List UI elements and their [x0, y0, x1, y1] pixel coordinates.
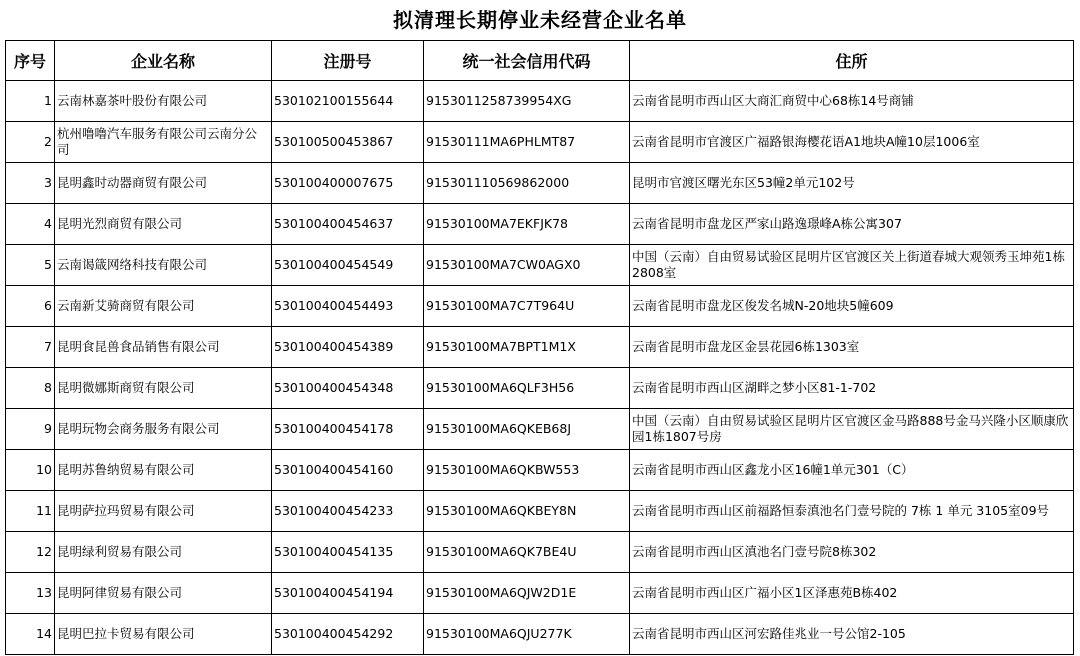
- table-row: [6, 368, 1074, 409]
- cell-company-name: 昆明萨拉玛贸易有限公司: [55, 491, 272, 532]
- cell-address: 云南省昆明市盘龙区严家山路逸璟峰A栋公寓307: [630, 204, 1074, 245]
- cell-registration-number: 530100400454233: [272, 491, 424, 532]
- header-code: 统一社会信用代码: [424, 41, 630, 81]
- cell-credit-code: 91530100MA7EKFJK78: [424, 204, 630, 245]
- table-row: [6, 204, 1074, 245]
- cell-seq: 6: [6, 286, 55, 327]
- header-seq: 序号: [6, 41, 55, 81]
- cell-seq: 8: [6, 368, 55, 409]
- cell-registration-number: 530100400454348: [272, 368, 424, 409]
- table-row: [6, 81, 1074, 122]
- table-row: [6, 491, 1074, 532]
- cell-address: 云南省昆明市西山区鑫龙小区16幢1单元301（C）: [630, 450, 1074, 491]
- table-row: [6, 573, 1074, 614]
- table-row: [6, 614, 1074, 655]
- cell-registration-number: 530100500453867: [272, 122, 424, 163]
- header-name: 企业名称: [55, 41, 272, 81]
- table-row: [6, 450, 1074, 491]
- table-row: [6, 245, 1074, 286]
- table-row: [6, 163, 1074, 204]
- cell-seq: 5: [6, 245, 55, 286]
- cell-company-name: 昆明微娜斯商贸有限公司: [55, 368, 272, 409]
- table-header-row: [6, 41, 1074, 81]
- cell-seq: 14: [6, 614, 55, 655]
- cell-registration-number: 530100400454160: [272, 450, 424, 491]
- cell-credit-code: 9153011258739954XG: [424, 81, 630, 122]
- cell-company-name: 云南新艾骑商贸有限公司: [55, 286, 272, 327]
- cell-registration-number: 530100400454178: [272, 409, 424, 450]
- cell-seq: 9: [6, 409, 55, 450]
- cell-credit-code: 91530100MA7CW0AGX0: [424, 245, 630, 286]
- cell-registration-number: 530100400454493: [272, 286, 424, 327]
- cell-address: 云南省昆明市盘龙区金昙花园6栋1303室: [630, 327, 1074, 368]
- cell-address: 云南省昆明市官渡区广福路银海樱花语A1地块A幢10层1006室: [630, 122, 1074, 163]
- cell-seq: 12: [6, 532, 55, 573]
- cell-company-name: 昆明苏鲁纳贸易有限公司: [55, 450, 272, 491]
- cell-company-name: 杭州噜噜汽车服务有限公司云南分公司: [55, 122, 272, 163]
- cell-company-name: 昆明鑫时动器商贸有限公司: [55, 163, 272, 204]
- cell-address: 云南省昆明市西山区河宏路佳兆业一号公馆2-105: [630, 614, 1074, 655]
- cell-credit-code: 91530100MA6QLF3H56: [424, 368, 630, 409]
- cell-company-name: 云南谒箴网络科技有限公司: [55, 245, 272, 286]
- cell-credit-code: 91530100MA7BPT1M1X: [424, 327, 630, 368]
- cell-address: 云南省昆明市西山区广福小区1区泽惠苑B栋402: [630, 573, 1074, 614]
- cell-registration-number: 530100400454389: [272, 327, 424, 368]
- cell-address: 云南省昆明市西山区滇池名门壹号院8栋302: [630, 532, 1074, 573]
- page-title: 拟清理长期停业未经营企业名单: [393, 8, 687, 32]
- table-row: [6, 327, 1074, 368]
- cell-registration-number: 530100400007675: [272, 163, 424, 204]
- cell-seq: 7: [6, 327, 55, 368]
- cell-company-name: 昆明光烈商贸有限公司: [55, 204, 272, 245]
- cell-company-name: 昆明巴拉卡贸易有限公司: [55, 614, 272, 655]
- table-row: [6, 122, 1074, 163]
- cell-address: 中国（云南）自由贸易试验区昆明片区官渡区金马路888号金马兴隆小区顺康欣园1栋1807号房: [630, 409, 1074, 450]
- table-row: [6, 409, 1074, 450]
- cell-credit-code: 91530100MA7C7T964U: [424, 286, 630, 327]
- cell-company-name: 云南林嘉茶叶股份有限公司: [55, 81, 272, 122]
- cell-credit-code: 915301110569862000: [424, 163, 630, 204]
- cell-seq: 1: [6, 81, 55, 122]
- cell-seq: 4: [6, 204, 55, 245]
- cell-company-name: 昆明食昆兽食品销售有限公司: [55, 327, 272, 368]
- cell-seq: 10: [6, 450, 55, 491]
- table-row: [6, 532, 1074, 573]
- cell-address: 云南省昆明市盘龙区俊发名城N-20地块5幢609: [630, 286, 1074, 327]
- cell-address: 中国（云南）自由贸易试验区昆明片区官渡区关上街道春城大观领秀玉坤苑1栋2808室: [630, 245, 1074, 286]
- cell-credit-code: 91530100MA6QKBW553: [424, 450, 630, 491]
- cell-seq: 13: [6, 573, 55, 614]
- cell-credit-code: 91530100MA6QKEB68J: [424, 409, 630, 450]
- cell-seq: 3: [6, 163, 55, 204]
- cell-credit-code: 91530100MA6QJU277K: [424, 614, 630, 655]
- cell-seq: 2: [6, 122, 55, 163]
- cell-address: 云南省昆明市西山区前福路恒泰滇池名门壹号院的 7栋 1 单元 3105室09号: [630, 491, 1074, 532]
- cell-registration-number: 530100400454135: [272, 532, 424, 573]
- enterprise-table: [5, 40, 1074, 655]
- cell-registration-number: 530100400454194: [272, 573, 424, 614]
- cell-registration-number: 530100400454549: [272, 245, 424, 286]
- cell-registration-number: 530102100155644: [272, 81, 424, 122]
- cell-address: 昆明市官渡区曙光东区53幢2单元102号: [630, 163, 1074, 204]
- cell-credit-code: 91530111MA6PHLMT87: [424, 122, 630, 163]
- table-row: [6, 286, 1074, 327]
- cell-registration-number: 530100400454292: [272, 614, 424, 655]
- cell-credit-code: 91530100MA6QKBEY8N: [424, 491, 630, 532]
- cell-credit-code: 91530100MA6QK7BE4U: [424, 532, 630, 573]
- header-reg: 注册号: [272, 41, 424, 81]
- cell-credit-code: 91530100MA6QJW2D1E: [424, 573, 630, 614]
- header-addr: 住所: [630, 41, 1074, 81]
- cell-seq: 11: [6, 491, 55, 532]
- cell-company-name: 昆明阿律贸易有限公司: [55, 573, 272, 614]
- cell-address: 云南省昆明市西山区湖畔之梦小区81-1-702: [630, 368, 1074, 409]
- cell-company-name: 昆明玩物会商务服务有限公司: [55, 409, 272, 450]
- cell-company-name: 昆明绿利贸易有限公司: [55, 532, 272, 573]
- cell-registration-number: 530100400454637: [272, 204, 424, 245]
- cell-address: 云南省昆明市西山区大商汇商贸中心68栋14号商铺: [630, 81, 1074, 122]
